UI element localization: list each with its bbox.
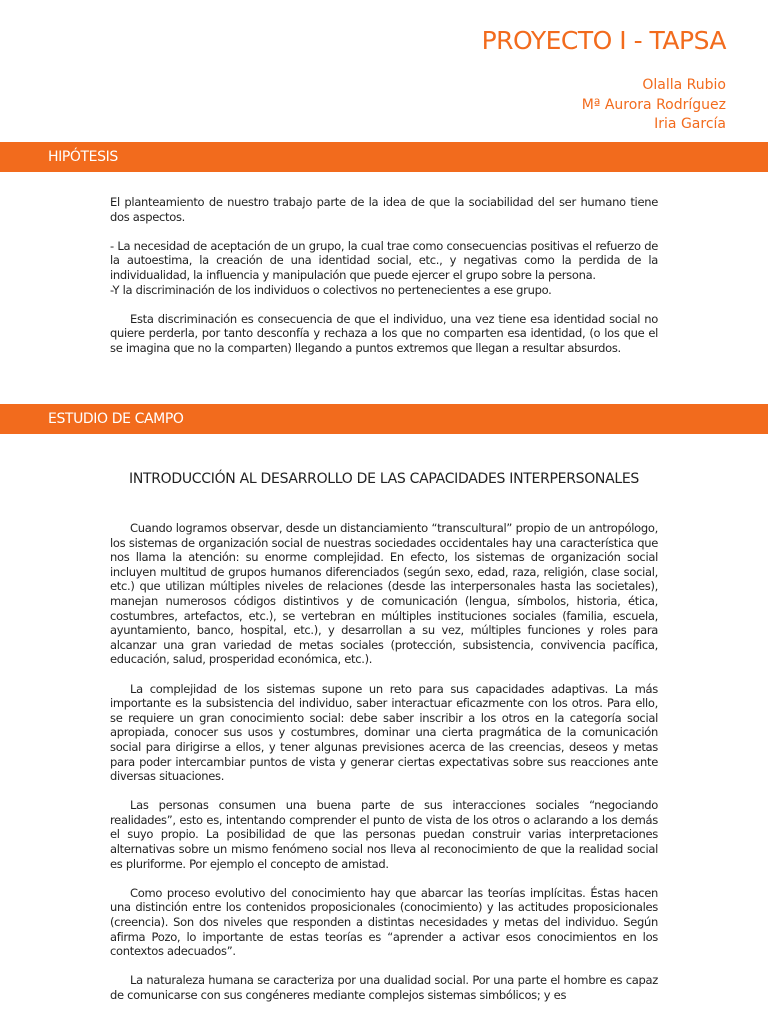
section-heading-field-study: ESTUDIO DE CAMPO — [0, 404, 768, 434]
hypothesis-paragraph: El planteamiento de nuestro trabajo parte de la idea de que la sociabilidad del ser humano tiene dos aspectos. — [110, 195, 658, 224]
body-paragraph: La naturaleza humana se caracteriza por una dualidad social. Por una parte el hombre es capaz de comunicarse con sus congéneres mediante complejos sistemas simbólicos; y es — [110, 973, 658, 1002]
hypothesis-paragraph: -Y la discriminación de los individuos o colectivos no pertenecientes a ese grupo. — [110, 282, 552, 297]
hypothesis-paragraph: - La necesidad de aceptación de un grupo, la cual trae como consecuencias positivas el refuerzo de la autoestima, la creación de una identidad social, etc., y negativas como la perdida de la individualidad, la influencia y manipulación que puede ejercer el grupo sobre la persona. — [110, 238, 658, 282]
body-paragraph: Cuando logramos observar, desde un distanciamiento “transcultural” propio de un antropólogo, los sistemas de organización social de nuestras sociedades occidentales hay una característica que nos llama la atención: su enorme complejidad. En efecto, los sistemas de organización social incluyen multitud de grupos humanos diferenciados (según sexo, edad, raza, religión, clase social, etc.) que utilizan múltiples niveles de relaciones (desde las interpersonales hasta las societales), manejan numerosos códigos distintivos y de comunicación (lengua, símbolos, historia, ética, costumbres, artefactos, etc.), se vertebran en múltiples instituciones sociales (familia, escuela, ayuntamiento, banco, hospital, etc.), y desarrollan a su vez, múltiples funciones y roles para alcanzar una gran variedad de metas sociales (protección, subsistencia, convivencia pacífica, educación, salud, prosperidad económica, etc.). — [110, 521, 658, 667]
author-name: Iria García — [654, 116, 726, 132]
field-study-body — [110, 521, 658, 1003]
hypothesis-body — [110, 195, 658, 356]
body-paragraph: La complejidad de los sistemas supone un reto para sus capacidades adaptivas. La más importante es la subsistencia del individuo, saber interactuar eficazmente con los otros. Para ello, se requiere un gran conocimiento social: debe saber inscribir a los otros en la categoría social apropiada, conocer sus usos y costumbres, dominar una cierta pragmática de la comunicación social para dirigirse a ellos, y tener algunas previsiones acerca de las creencias, deseos y metas para poder intercambiar puntos de vista y generar ciertas expectativas sobre sus reacciones ante diversas situaciones. — [110, 681, 658, 784]
author-name: Mª Aurora Rodríguez — [581, 96, 726, 113]
article-title: INTRODUCCIÓN AL DESARROLLO DE LAS CAPACIDADES INTERPERSONALES — [128, 471, 640, 487]
body-paragraph: Como proceso evolutivo del conocimiento hay que abarcar las teorías implícitas. Éstas hacen una distinción entre los contenidos proposicionales (conocimiento) y las actitudes proposicionales (creencia). Son dos niveles que responden a distintas necesidades y metas del individuo. Según afirma Pozo, lo importante de estas teorías es “aprender a activar esos conocimientos en los contextos adecuados”. — [110, 885, 658, 959]
body-paragraph: Las personas consumen una buena parte de sus interacciones sociales “negociando realidades”, esto es, intentando comprender el punto de vista de los otros o aclarando a los demás el suyo propio. La posibilidad de que las personas puedan construir varias interpretaciones alternativas sobre un mismo fenómeno social nos lleva al reconocimiento de que la realidad social es pluriforme. Por ejemplo el concepto de amistad. — [110, 798, 658, 871]
hypothesis-paragraph: Esta discriminación es consecuencia de que el individuo, una vez tiene esa identidad social no quiere perderla, por tanto desconfía y rechaza a los que no comparten esa identidad, (o los que el se imagina que no la comparten) llegando a puntos extremos que llegan a resultar absurdos. — [110, 311, 658, 355]
page-title: PROYECTO I - TAPSA — [481, 26, 726, 55]
author-list — [582, 76, 726, 135]
author-name: Olalla Rubio — [642, 77, 726, 93]
section-heading-hypothesis: HIPÓTESIS — [0, 142, 768, 172]
